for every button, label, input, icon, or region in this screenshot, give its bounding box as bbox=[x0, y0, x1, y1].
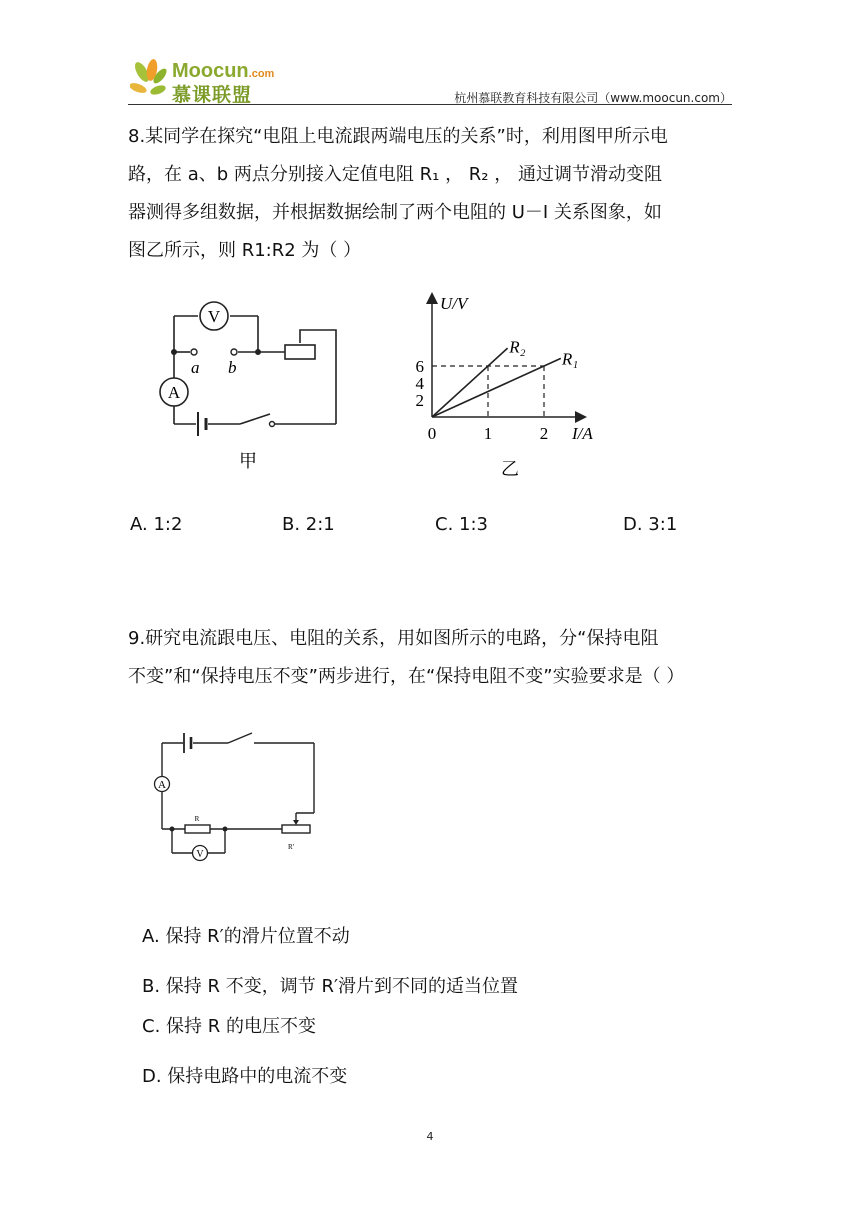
q9-option-a[interactable]: A. 保持 R′的滑片位置不动 bbox=[142, 926, 350, 947]
header-divider bbox=[128, 104, 732, 105]
series-label-r2: R₂ bbox=[509, 337, 526, 357]
y-tick-label: 4 bbox=[415, 374, 424, 393]
ui-graph-yi bbox=[400, 285, 600, 480]
q8-option-d[interactable]: D. 3:1 bbox=[623, 514, 678, 535]
series-label-r1: R₁ bbox=[561, 349, 579, 369]
figure-jia-caption: 甲 bbox=[239, 451, 257, 472]
q9-line: 不变”和“保持电压不变”两步进行，在“保持电阻不变”实验要求是（ ） bbox=[128, 666, 685, 687]
question-9-text bbox=[128, 620, 732, 696]
ammeter-label: A bbox=[167, 383, 181, 402]
y-tick-label: 2 bbox=[415, 391, 424, 410]
logo-domain: .com bbox=[248, 68, 275, 80]
terminal-a-label: a bbox=[191, 358, 200, 377]
voltmeter-label: V bbox=[196, 849, 204, 860]
logo-chinese: 慕课联盟 bbox=[172, 84, 253, 106]
figure-yi-caption: 乙 bbox=[501, 459, 519, 480]
question-8-text bbox=[128, 118, 732, 270]
circuit-diagram-q9 bbox=[150, 725, 330, 865]
q9-option-b[interactable]: B. 保持 R 不变，调节 R′滑片到不同的适当位置 bbox=[142, 976, 519, 997]
q9-line: 9.研究电流跟电压、电阻的关系，用如图所示的电路，分“保持电阻 bbox=[128, 628, 659, 649]
resistor-r-label: R bbox=[194, 815, 200, 823]
series-line-r1 bbox=[432, 358, 561, 417]
circuit-diagram-jia bbox=[150, 290, 370, 480]
q8-line: 8.某同学在探究“电阻上电流跟两端电压的关系”时，利用图甲所示电 bbox=[128, 126, 668, 147]
y-tick-label: 6 bbox=[415, 357, 424, 376]
q8-line: 图乙所示，则 R1:R2 为（ ） bbox=[128, 240, 362, 261]
y-axis-label: U/V bbox=[440, 294, 468, 313]
x-tick-label: 1 bbox=[483, 424, 493, 443]
q9-option-c[interactable]: C. 保持 R 的电压不变 bbox=[142, 1016, 316, 1037]
terminal-b-label: b bbox=[228, 358, 237, 377]
page-number: 4 bbox=[426, 1130, 434, 1143]
q8-option-c[interactable]: C. 1:3 bbox=[435, 514, 488, 535]
x-tick-label: 2 bbox=[539, 424, 549, 443]
origin-label: 0 bbox=[427, 424, 437, 443]
q8-option-a[interactable]: A. 1:2 bbox=[130, 514, 183, 535]
q8-line: 路，在 a、b 两点分别接入定值电阻 R₁ ， R₂ ， 通过调节滑动变阻 bbox=[128, 164, 662, 185]
q8-line: 器测得多组数据，并根据数据绘制了两个电阻的 U－I 关系图象，如 bbox=[128, 202, 662, 223]
q9-option-d[interactable]: D. 保持电路中的电流不变 bbox=[142, 1066, 348, 1087]
logo-text: Moocun bbox=[172, 60, 249, 82]
rheostat-label: R′ bbox=[288, 843, 295, 851]
leaf-logo-icon bbox=[130, 58, 170, 102]
x-axis-label: I/A bbox=[572, 424, 593, 443]
q8-option-b[interactable]: B. 2:1 bbox=[282, 514, 335, 535]
ammeter-label: A bbox=[158, 779, 166, 791]
series-line-r2 bbox=[432, 348, 508, 417]
voltmeter-label: V bbox=[207, 307, 221, 326]
moocun-logo bbox=[130, 58, 280, 106]
header-company: 杭州慕联教育科技有限公司（www.moocun.com） bbox=[454, 91, 732, 105]
